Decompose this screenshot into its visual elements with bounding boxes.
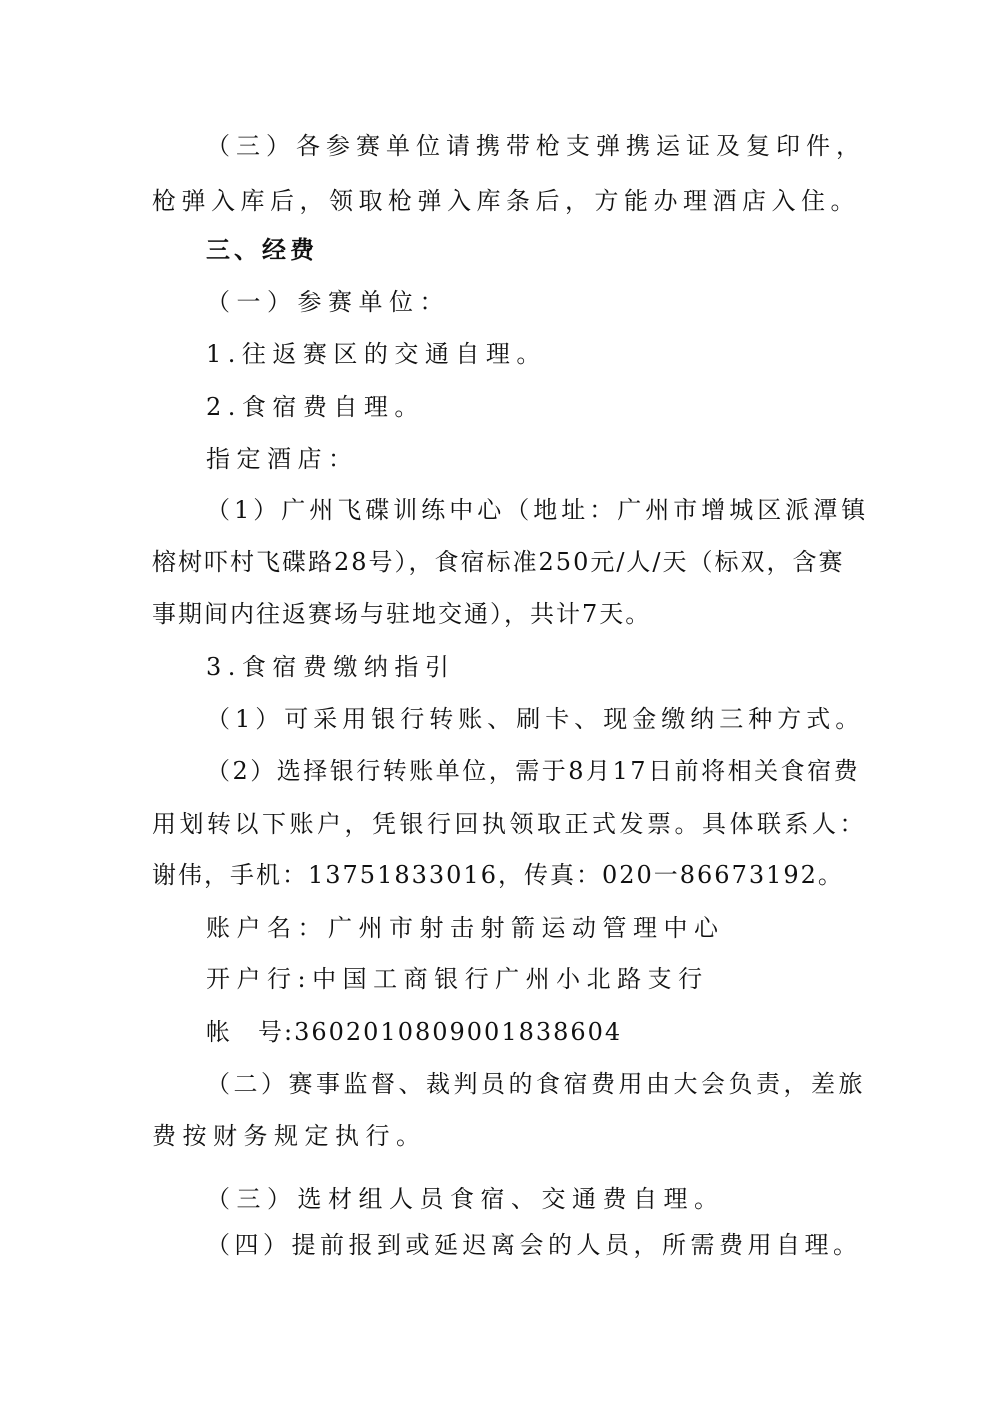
bank-line: 开户行:中国工商银行广州小北路支行 <box>206 965 709 993</box>
paragraph-line: （四）提前报到或延迟离会的人员，所需费用自理。 <box>206 1231 862 1259</box>
paragraph-line: 3.食宿费缴纳指引 <box>206 653 456 681</box>
paragraph-line: 枪弹入库后，领取枪弹入库条后，方能办理酒店入住。 <box>152 187 860 215</box>
paragraph-line: （三）各参赛单位请携带枪支弹携运证及复印件， <box>206 132 866 160</box>
paragraph-line: 谢伟，手机：13751833016，传真：020一86673192。 <box>152 861 844 889</box>
paragraph-line: （一）参赛单位： <box>206 288 450 316</box>
paragraph-line: 榕树吓村飞碟路28号），食宿标准250元/人/天（标双，含赛 <box>152 548 845 576</box>
paragraph-line: （2）选择银行转账单位，需于8月17日前将相关食宿费 <box>206 757 861 785</box>
paragraph-line: （1）广州飞碟训练中心（地址：广州市增城区派潭镇 <box>206 496 870 524</box>
paragraph-line: （1）可采用银行转账、刷卡、现金缴纳三种方式。 <box>206 705 865 733</box>
paragraph-line: 费按财务规定执行。 <box>152 1122 427 1150</box>
paragraph-line: 事期间内往返赛场与驻地交通），共计7天。 <box>152 600 652 628</box>
paragraph-line: （二）赛事监督、裁判员的食宿费用由大会负责，差旅 <box>206 1070 866 1098</box>
account-name-line: 账户名：广州市射击射箭运动管理中心 <box>206 914 725 942</box>
section-heading: 三、经费 <box>206 236 318 264</box>
paragraph-line: 1.往返赛区的交通自理。 <box>206 340 547 368</box>
paragraph-line: 指定酒店： <box>206 445 359 473</box>
paragraph-line: 用划转以下账户，凭银行回执领取正式发票。具体联系人： <box>152 810 867 838</box>
paragraph-line: 2.食宿费自理。 <box>206 393 425 421</box>
paragraph-line: （三）选材组人员食宿、交通费自理。 <box>206 1185 725 1213</box>
account-number-line: 帐 号:3602010809001838604 <box>206 1018 623 1046</box>
